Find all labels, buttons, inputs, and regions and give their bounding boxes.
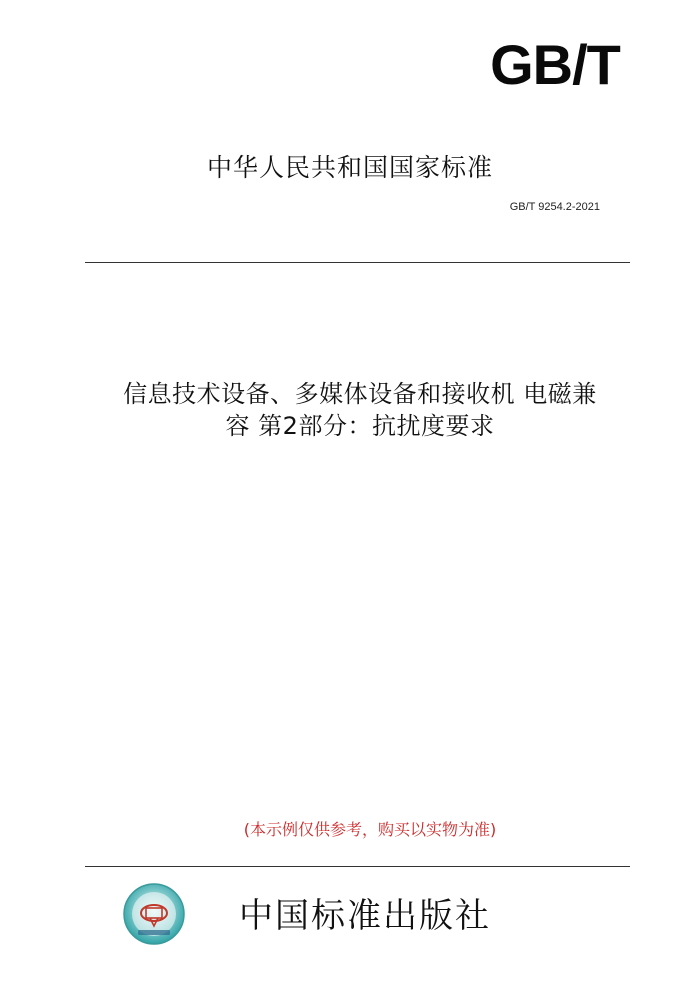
top-divider	[85, 262, 630, 263]
standard-mark: GB/T	[490, 33, 620, 96]
publisher-seal-icon	[122, 882, 186, 946]
document-title	[55, 378, 665, 442]
document-title-line-1: 信息技术设备、多媒体设备和接收机 电磁兼	[123, 380, 597, 408]
sample-notice: (本示例仅供参考，购买以实物为准)	[243, 820, 497, 839]
standard-number: GB/T 9254.2-2021	[509, 201, 600, 213]
document-title-line-2: 容 第2部分：抗扰度要求	[225, 412, 495, 440]
national-standard-title: 中华人民共和国国家标准	[206, 153, 493, 182]
bottom-divider	[85, 866, 630, 867]
publisher-name: 中国标准出版社	[239, 896, 491, 936]
